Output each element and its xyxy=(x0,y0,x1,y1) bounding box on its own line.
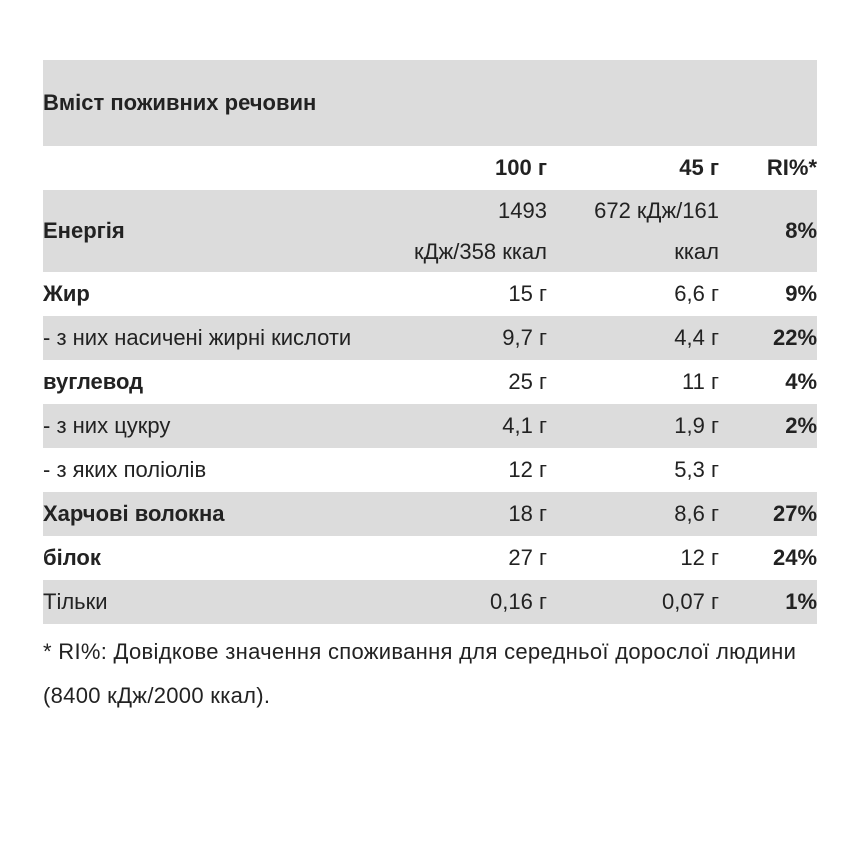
value-100g: 4,1 г xyxy=(413,404,563,448)
value-45g: 6,6 г xyxy=(674,281,719,306)
value-45g: 8,6 г xyxy=(563,492,721,536)
header-ri: RI%* xyxy=(766,155,818,180)
table-row xyxy=(43,316,817,360)
value-ri: 9% xyxy=(785,281,818,306)
value-45g: 11 г xyxy=(682,369,719,394)
value-100g: 15 г xyxy=(508,281,547,306)
header-empty xyxy=(43,146,413,190)
header-45g: 45 г xyxy=(679,155,719,180)
nutrient-label: - з них цукру xyxy=(43,404,413,448)
nutrient-label: Тільки xyxy=(43,580,413,624)
table-title-row xyxy=(43,60,817,146)
value-ri: 4% xyxy=(785,369,818,394)
value-100g: 0,16 г xyxy=(413,580,563,624)
value-100g: 27 г xyxy=(508,545,547,570)
value-100g: 18 г xyxy=(413,492,563,536)
table-row xyxy=(43,536,817,580)
nutrient-label: Харчові волокна xyxy=(43,492,413,536)
table-row xyxy=(43,404,817,448)
value-45g: 5,3 г xyxy=(674,457,719,482)
value-ri: 24% xyxy=(772,545,818,570)
value-ri: 22% xyxy=(721,316,817,360)
table-title: Вміст поживних речовин xyxy=(43,60,817,146)
value-45g: 12 г xyxy=(680,545,719,570)
footnote: * RI%: Довідкове значення споживання для середньої дорослої людини (8400 кДж/2000 ккал). xyxy=(43,639,797,708)
value-ri: 2% xyxy=(721,404,817,448)
header-100g: 100 г xyxy=(495,155,547,180)
value-ri: 8% xyxy=(721,190,817,272)
nutrient-label: вуглевод xyxy=(43,369,144,394)
nutrition-panel xyxy=(43,60,817,718)
table-row xyxy=(43,190,817,272)
table-row xyxy=(43,272,817,316)
value-ri xyxy=(721,448,817,492)
table-header-row xyxy=(43,146,817,190)
value-100g: 1493 кДж/358 ккал xyxy=(413,190,563,272)
table-row xyxy=(43,448,817,492)
value-45g: 1,9 г xyxy=(563,404,721,448)
value-ri: 1% xyxy=(721,580,817,624)
nutrient-label: Жир xyxy=(43,281,90,306)
value-ri: 27% xyxy=(721,492,817,536)
value-45g: 4,4 г xyxy=(563,316,721,360)
value-100g: 12 г xyxy=(508,457,547,482)
value-45g: 672 кДж/161 ккал xyxy=(563,190,721,272)
table-row xyxy=(43,492,817,536)
value-100g: 9,7 г xyxy=(413,316,563,360)
nutrient-label: Енергія xyxy=(43,190,413,272)
nutrient-label: білок xyxy=(43,545,101,570)
table-row xyxy=(43,360,817,404)
nutrient-label: - з них насичені жирні кислоти xyxy=(43,316,413,360)
nutrition-table xyxy=(43,60,817,624)
table-row xyxy=(43,580,817,624)
value-45g: 0,07 г xyxy=(563,580,721,624)
nutrient-label: - з яких поліолів xyxy=(43,457,207,482)
value-100g: 25 г xyxy=(508,369,547,394)
